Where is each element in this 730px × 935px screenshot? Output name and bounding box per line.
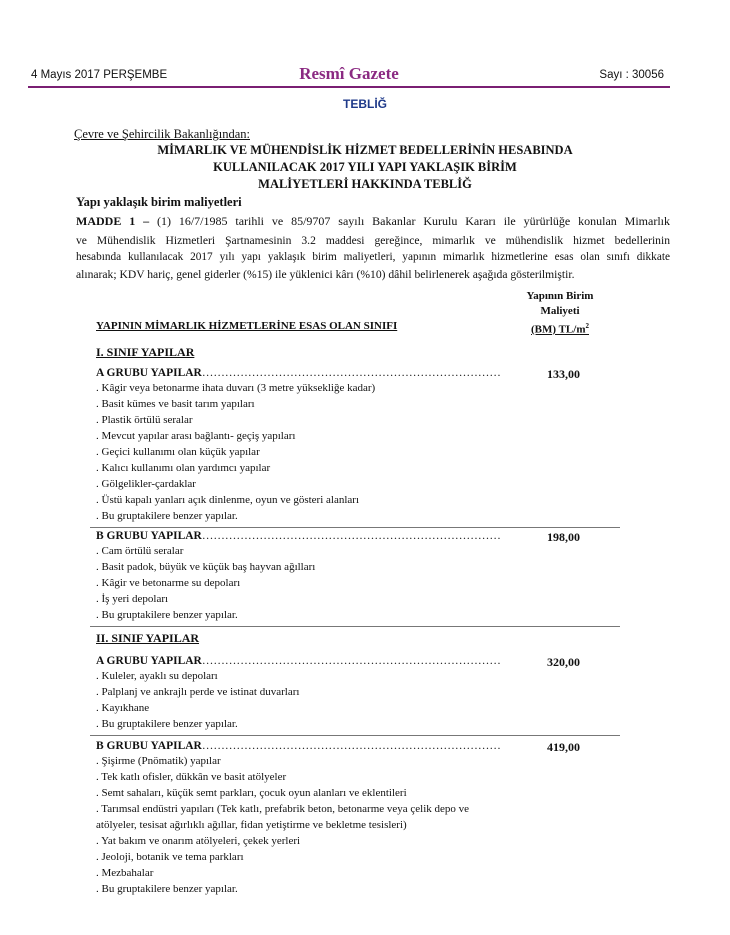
section-title: TEBLİĞ <box>343 97 387 111</box>
list-item: . Bu gruptakilere benzer yapılar. <box>96 609 238 621</box>
unit-cost-header-line-3 <box>505 319 615 338</box>
list-item: . Mevcut yapılar arası bağlantı- geçiş yapıları <box>96 430 296 442</box>
list-item: . Plastik örtülü seralar <box>96 414 193 426</box>
list-item: . İş yeri depoları <box>96 593 169 605</box>
gazette-header <box>28 64 670 88</box>
unit-cost-header <box>505 289 615 338</box>
list-item: . Gölgelikler-çardaklar <box>96 478 196 490</box>
class-title: I. SINIF YAPILAR <box>96 345 195 359</box>
list-item: . Bu gruptakilere benzer yapılar. <box>96 883 238 895</box>
title-line-1: MİMARLIK VE MÜHENDİSLİK HİZMET BEDELLERİNİN HESABINDA <box>157 143 573 157</box>
unit-cost-header-line-2: Maliyeti <box>540 305 580 317</box>
ministry-name: Çevre ve Şehircilik Bakanlığından: <box>74 127 250 141</box>
article-text-1: (1) 16/7/1985 tarihli ve 85/9707 sayılı Bakanlar Kurulu Kararı ile yürürlüğe konulan Mimarlık <box>156 214 670 228</box>
list-item: . Bu gruptakilere benzer yapılar. <box>96 718 238 730</box>
leader-dots: …………………………………………………………………… <box>201 655 501 667</box>
issue-number: Sayı : 30056 <box>599 69 664 81</box>
class-title: II. SINIF YAPILAR <box>96 631 200 645</box>
leader-dots: …………………………………………………………………… <box>201 740 501 752</box>
list-item: . Kâgir ve betonarme su depoları <box>96 577 241 589</box>
list-item: . Kuleler, ayaklı su depoları <box>96 670 218 682</box>
group-price: 133,00 <box>547 367 580 381</box>
list-item: . Basit padok, büyük ve küçük baş hayvan ağılları <box>96 561 316 573</box>
class-column-header: YAPININ MİMARLIK HİZMETLERİNE ESAS OLAN SINIFI <box>96 320 398 332</box>
list-item: atölyeler, tesisat ağırlıklı ağıllar, fidan yetiştirme ve bekletme tesisleri) <box>96 819 407 831</box>
list-item: . Geçici kullanımı olan küçük yapılar <box>96 446 260 458</box>
title-line-2: KULLANILACAK 2017 YILI YAPI YAKLAŞIK BİRİM <box>213 160 517 174</box>
unit-label: (BM) TL/m <box>531 323 586 336</box>
list-item: . Yat bakım ve onarım atölyeleri, çekek yerleri <box>96 835 301 847</box>
unit-cost-header-line-1: Yapının Birim <box>526 290 594 302</box>
article-line-1 <box>76 213 670 230</box>
list-item: . Üstü kapalı yanları açık dinlenme, oyun ve gösteri alanları <box>96 494 360 506</box>
issue-date: 4 Mayıs 2017 PERŞEMBE <box>31 69 168 81</box>
group-name: B GRUBU YAPILAR <box>96 530 202 542</box>
leader-dots: …………………………………………………………………… <box>201 367 501 379</box>
group-name: A GRUBU YAPILAR <box>96 367 202 379</box>
subheading: Yapı yaklaşık birim maliyetleri <box>76 195 242 209</box>
list-item: . Basit kümes ve basit tarım yapıları <box>96 398 255 410</box>
list-item: . Şişirme (Pnömatik) yapılar <box>96 755 221 767</box>
article-line-4: alınarak; KDV hariç, genel giderler (%15) ile yüklenici kârı (%10) dâhil belirlenerek aşağıda gösterilmiştir. <box>76 268 575 281</box>
document-title <box>60 142 670 193</box>
list-item: . Tarımsal endüstri yapıları (Tek katlı, prefabrik beton, betonarme veya çelik depo ve <box>96 803 470 815</box>
list-item: . Bu gruptakilere benzer yapılar. <box>96 510 238 522</box>
leader-dots: …………………………………………………………………… <box>201 530 501 542</box>
article-line-2: ve Mühendislik Hizmetleri Şartnamesinin 3.2 maddesi gereğince, mimarlık ve mühendislik hizmet bedellerinin <box>76 234 670 247</box>
row-divider <box>90 626 620 627</box>
group-price: 419,00 <box>547 740 580 754</box>
list-item: . Mezbahalar <box>96 867 154 879</box>
row-divider <box>90 527 620 528</box>
group-row <box>96 655 516 667</box>
list-item: . Kâgir veya betonarme ihata duvarı (3 metre yüksekliğe kadar) <box>96 382 376 394</box>
group-row <box>96 367 516 379</box>
title-line-3: MALİYETLERİ HAKKINDA TEBLİĞ <box>258 177 472 191</box>
row-divider <box>90 735 620 736</box>
article-line-3: hesabında kullanılacak 2017 yılı yapı yaklaşık birim maliyetleri, yapının mimarlık hizmetlerine esas olan sınıfı dikkate <box>76 251 670 263</box>
group-name: B GRUBU YAPILAR <box>96 740 202 752</box>
list-item: . Jeoloji, botanik ve tema parkları <box>96 851 244 863</box>
group-row <box>96 740 516 752</box>
group-price: 198,00 <box>547 530 580 544</box>
article-label: MADDE 1 – <box>76 214 150 228</box>
list-item: . Kayıkhane <box>96 702 150 714</box>
list-item: . Tek katlı ofisler, dükkân ve basit atölyeler <box>96 771 287 783</box>
list-item: . Semt sahaları, küçük semt parkları, çocuk oyun alanları ve eklentileri <box>96 787 407 799</box>
group-name: A GRUBU YAPILAR <box>96 655 202 667</box>
group-price: 320,00 <box>547 655 580 669</box>
gazette-name: Resmî Gazete <box>299 64 399 83</box>
group-row <box>96 530 516 542</box>
unit-superscript: 2 <box>585 322 589 330</box>
list-item: . Cam örtülü seralar <box>96 545 184 557</box>
list-item: . Palplanj ve ankrajlı perde ve istinat duvarları <box>96 686 300 698</box>
list-item: . Kalıcı kullanımı olan yardımcı yapılar <box>96 462 271 474</box>
